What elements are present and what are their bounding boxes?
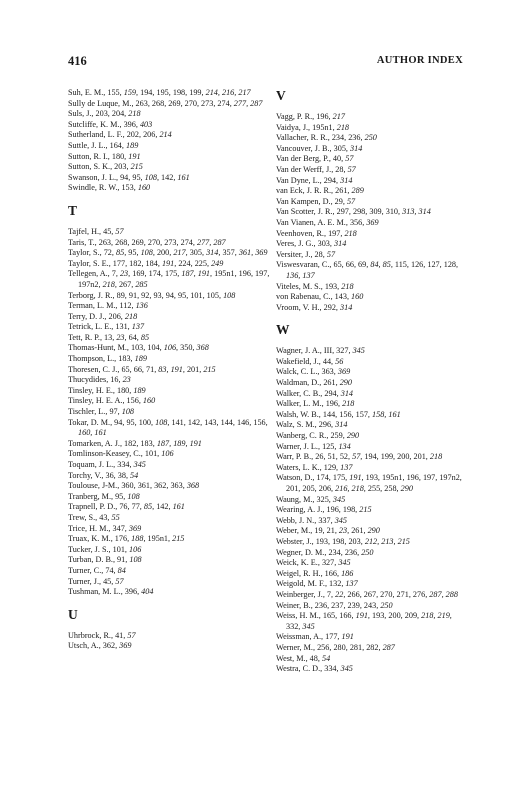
index-entry: Tucker, J. S., 101, 106 xyxy=(68,544,142,554)
index-entry: Walker, L. M., 196, 218 xyxy=(276,399,355,409)
index-entry: Tokar, D. M., 94, 95, 100, 108, 141, 142, 143, 144, 146, 156, 160, 161 xyxy=(68,417,268,438)
index-entry: Suh, E. M., 155, 159, 194, 195, 198, 199, 214, 216, 217 xyxy=(68,88,251,97)
index-entry: Weinberger, J., 7, 22, 266, 267, 270, 271, 276, 287, 288 xyxy=(276,589,458,599)
index-entry: Viteles, M. S., 193, 218 xyxy=(276,281,354,291)
index-entry: Vancouver, J. B., 305, 314 xyxy=(276,143,363,153)
index-entry: Swindle, R. W., 153, 160 xyxy=(68,183,151,193)
index-entry: Wakefield, J., 44, 56 xyxy=(276,356,344,366)
index-entry: Suttle, J. L., 164, 189 xyxy=(68,140,139,150)
section-letter-u: U xyxy=(68,606,78,622)
index-entry: van Eck, J. R. R., 261, 289 xyxy=(276,186,364,196)
index-entry: Vaidya, J., 195n1, 218 xyxy=(276,122,349,132)
index-entry: Suls, J., 203, 204, 218 xyxy=(68,109,141,119)
index-entry: Wearing, A. J., 196, 198, 215 xyxy=(276,505,372,515)
index-entry: Van der Werff, J., 28, 57 xyxy=(276,164,356,174)
index-entry: Vagg, P. R., 196, 217 xyxy=(276,112,345,121)
index-entry: Weigold, M. F., 132, 137 xyxy=(276,579,358,589)
index-entry: Trice, H. M., 347, 369 xyxy=(68,523,142,533)
index-entry: Sutcliffe, K. M., 396, 403 xyxy=(68,119,153,129)
section-letter-v: V xyxy=(276,88,286,103)
section-letter-t: T xyxy=(68,202,78,218)
index-entry: Toulouse, J-M., 360, 361, 362, 363, 368 xyxy=(68,481,200,491)
index-entry: Taylor, S., 72, 85, 95, 108, 200, 217, 305, 314, 357, 361, 369 xyxy=(68,248,268,258)
index-entry: Sutherland, L. F., 202, 206, 214 xyxy=(68,130,172,140)
index-entry: Walz, S. M., 296, 314 xyxy=(276,420,348,430)
index-entry: Thompson, L., 183, 189 xyxy=(68,354,147,364)
index-entry: Wanberg, C. R., 259, 290 xyxy=(276,431,360,441)
index-entry: Tinsley, H. E., 180, 189 xyxy=(68,385,146,395)
index-entry: Sutton, S. K., 203, 215 xyxy=(68,162,143,172)
index-entry: Utsch, A., 362, 369 xyxy=(68,641,132,651)
index-entry: Tischler, L., 97, 108 xyxy=(68,407,135,417)
index-entry: West, M., 48, 54 xyxy=(276,653,331,663)
index-entry: Walsh, W. B., 144, 156, 157, 158, 161 xyxy=(276,409,401,419)
index-entry: Terman, L. M., 112, 136 xyxy=(68,301,148,311)
index-column-right xyxy=(276,88,466,675)
index-entry: Turner, C., 74, 84 xyxy=(68,565,126,575)
index-entry: Veenhoven, R., 197, 218 xyxy=(276,228,357,238)
index-entry: Weiss, H. M., 165, 166, 191, 193, 200, 209, 218, 219, 332, 345 xyxy=(276,611,452,631)
index-entry: Trew, S., 43, 55 xyxy=(68,512,120,522)
index-entry: Tett, R. P., 13, 23, 64, 85 xyxy=(68,332,150,342)
index-entry: Toquam, J. L., 334, 345 xyxy=(68,460,146,469)
index-entry: Swanson, J. L., 94, 95, 108, 142, 161 xyxy=(68,172,190,182)
index-entry: Thoresen, C. J., 65, 66, 71, 83, 191, 201, 215 xyxy=(68,364,216,374)
index-entry: Van Scotter, J. R., 297, 298, 309, 310, 313, 314 xyxy=(276,207,431,217)
index-entry: Sutton, R. I., 180, 191 xyxy=(68,151,141,161)
index-entry: Tetrick, L. E., 131, 137 xyxy=(68,322,145,332)
index-entry: Van Kampen, D., 29, 57 xyxy=(276,196,356,206)
index-entry: Webster, J., 193, 198, 203, 212, 213, 215 xyxy=(276,536,410,546)
index-entry: Tranberg, M., 95, 108 xyxy=(68,491,140,501)
index-entry: Thomas-Hunt, M., 103, 104, 106, 350, 368 xyxy=(68,343,209,353)
index-entry: Waldman, D., 261, 290 xyxy=(276,378,352,388)
index-entry: Torchy, V., 36, 38, 54 xyxy=(68,470,139,480)
index-entry: Werner, M., 256, 280, 281, 282, 287 xyxy=(276,642,395,652)
index-entry: Weiner, B., 236, 237, 239, 243, 250 xyxy=(276,600,393,610)
index-entry: Taris, T., 263, 268, 269, 270, 273, 274, 277, 287 xyxy=(68,237,226,247)
index-entry: Van der Berg, P., 40, 57 xyxy=(276,154,354,164)
index-entry: Weigel, R. H., 166, 186 xyxy=(276,568,354,578)
index-entry: Turner, J., 45, 57 xyxy=(68,576,124,586)
index-entry: Waters, L. K., 129, 137 xyxy=(276,462,353,472)
index-entry: Taylor, S. E., 177, 182, 184, 191, 224, 225, 249 xyxy=(68,258,224,268)
index-entry: Tomlinson-Keasey, C., 101, 106 xyxy=(68,449,174,459)
index-entry: Uhrbrock, R., 41, 57 xyxy=(68,630,136,640)
index-entry: Tushman, M. L., 396, 404 xyxy=(68,587,154,597)
index-entry: Veres, J. G., 303, 314 xyxy=(276,239,347,249)
index-entry: Weissman, A., 177, 191 xyxy=(276,632,354,642)
index-entry: Thucydides, 16, 23 xyxy=(68,375,131,385)
index-entry: Van Vianen, A. E. M., 356, 369 xyxy=(276,217,379,227)
index-entry: Waung, M., 325, 345 xyxy=(276,494,346,504)
page-number: 416 xyxy=(68,54,87,68)
index-entry: Westra, C. D., 334, 345 xyxy=(276,664,353,674)
index-entry: Truax, K. M., 176, 188, 195n1, 215 xyxy=(68,534,185,544)
index-entry: Versiter, J., 28, 57 xyxy=(276,249,336,259)
index-entry: Turban, D. B., 91, 108 xyxy=(68,555,142,565)
index-entry: Tajfel, H., 45, 57 xyxy=(68,226,124,236)
index-entry: Van Dyne, L., 294, 314 xyxy=(276,175,353,185)
index-entry: Weber, M., 19, 21, 23, 261, 290 xyxy=(276,526,380,536)
index-entry: Terborg, J. R., 89, 91, 92, 93, 94, 95, 101, 105, 108 xyxy=(68,290,236,300)
index-column-left xyxy=(68,88,280,652)
index-entry: Sully de Luque, M., 263, 268, 269, 270, 273, 274, 277, 287 xyxy=(68,98,263,108)
index-entry: Tinsley, H. E. A., 156, 160 xyxy=(68,396,156,406)
index-entry: Terry, D. J., 206, 218 xyxy=(68,311,138,321)
index-entry: von Rabenau, C., 143, 160 xyxy=(276,292,364,302)
index-entry: Watson, D., 174, 175, 191, 193, 195n1, 196, 197, 197n2, 201, 205, 206, 216, 218, 255, 258, 290 xyxy=(276,473,462,493)
index-entry: Trapnell, P. D., 76, 77, 85, 142, 161 xyxy=(68,502,185,512)
section-letter-w: W xyxy=(276,322,290,338)
index-entry: Warr, P. B., 26, 51, 52, 57, 194, 199, 200, 201, 218 xyxy=(276,452,443,462)
index-entry: Vroom, V. H., 292, 314 xyxy=(276,302,353,312)
index-entry: Tomarken, A. J., 182, 183, 187, 189, 191 xyxy=(68,438,202,448)
index-entry: Weick, K. E., 327, 345 xyxy=(276,558,351,568)
index-entry: Warner, J. L., 125, 134 xyxy=(276,441,351,451)
index-entry: Wegner, D. M., 234, 236, 250 xyxy=(276,547,374,557)
index-entry: Walker, C. B., 294, 314 xyxy=(276,388,354,398)
index-entry: Vallacher, R. R., 234, 236, 250 xyxy=(276,133,377,143)
index-entry: Wagner, J. A., III, 327, 345 xyxy=(276,346,365,356)
index-entry: Webb, J. N., 337, 345 xyxy=(276,515,347,525)
index-entry: Viswesvaran, C., 65, 66, 69, 84, 85, 115, 126, 127, 128, 136, 137 xyxy=(276,260,459,280)
index-entry: Tellegen, A., 7, 23, 169, 174, 175, 187, 191, 195n1, 196, 197, 197n2, 218, 267, 285 xyxy=(68,269,270,289)
running-head: AUTHOR INDEX xyxy=(376,55,463,66)
index-entry: Walck, C. L., 363, 369 xyxy=(276,367,351,377)
